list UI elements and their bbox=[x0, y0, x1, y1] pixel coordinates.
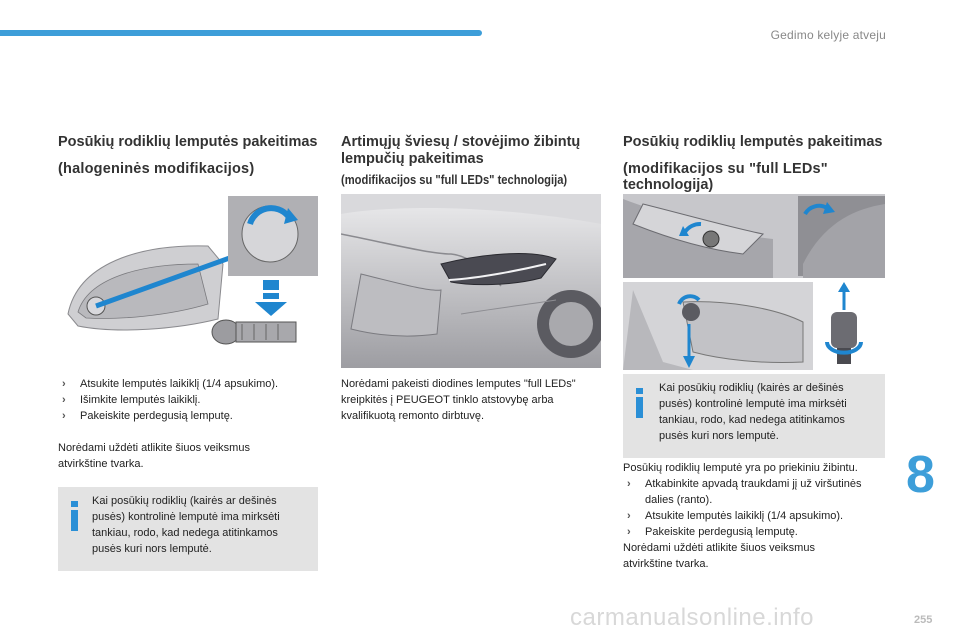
subheading-fullled-line2: technologija) bbox=[623, 177, 714, 194]
column-halogen bbox=[58, 134, 323, 177]
halogen-reassembly-text: Norėdami uždėti atlikite šiuos veiksmus atvirkštine tvarka. bbox=[58, 442, 250, 470]
led-bulb-illustration bbox=[623, 282, 885, 370]
chapter-number: 8 bbox=[906, 446, 935, 504]
list-item: › Atsukite lemputės laikiklį (1/4 apsukimo). bbox=[623, 508, 888, 524]
info-icon bbox=[635, 388, 645, 418]
led-trim-image bbox=[623, 194, 885, 278]
header-accent-bar bbox=[0, 30, 482, 36]
subheading-fullled-line1: (modifikacijos su "full LEDs" bbox=[623, 160, 828, 177]
halogen-headlamp-illustration bbox=[58, 194, 318, 354]
fullled-reassembly-text: Norėdami uždėti atlikite šiuos veiksmus atvirkštine tvarka. bbox=[623, 542, 815, 570]
halogen-headlamp-image bbox=[58, 194, 318, 354]
list-item: › Atsukite lemputės laikiklį (1/4 apsukimo). bbox=[58, 376, 323, 392]
led-bulb-image bbox=[623, 282, 885, 370]
halogen-steps-list bbox=[58, 376, 323, 424]
led-trim-illustration bbox=[623, 194, 885, 278]
car-front-image bbox=[341, 194, 601, 368]
heading-lowbeam-line1: Artimųjų šviesų / stovėjimo žibintų bbox=[341, 134, 581, 150]
list-item: › Išimkite lemputės laikiklį. bbox=[58, 392, 323, 408]
heading-halogen: Posūkių rodiklių lemputės pakeitimas bbox=[58, 134, 318, 150]
list-item: › Pakeiskite perdegusią lemputę. bbox=[623, 524, 888, 540]
subheading-halogen: (halogeninės modifikacijos) bbox=[58, 160, 255, 177]
fullled-intro-text: Posūkių rodiklių lemputė yra po priekiniu žibintu. bbox=[623, 462, 858, 474]
fullled-steps-list bbox=[623, 476, 888, 540]
car-front-illustration bbox=[341, 194, 601, 368]
column-lowbeam bbox=[341, 134, 611, 188]
page-number: 255 bbox=[914, 614, 933, 626]
list-item: › Pakeiskite perdegusią lemputę. bbox=[58, 408, 323, 424]
section-title: Gedimo kelyje atveju bbox=[770, 28, 886, 42]
fullled-instructions bbox=[623, 460, 888, 572]
watermark: carmanualsonline.info bbox=[570, 604, 814, 631]
info-box-halogen bbox=[58, 487, 318, 571]
info-icon bbox=[70, 501, 80, 531]
column-fullled bbox=[623, 134, 893, 194]
heading-lowbeam-line2: lempučių pakeitimas bbox=[341, 150, 484, 167]
lowbeam-text: Norėdami pakeisti diodines lemputes "full LEDs" kreipkitės į PEUGEOT tinklo atstovybę arba kvalifikuotą remonto dirbtuvę. bbox=[341, 378, 576, 422]
heading-fullled: Posūkių rodiklių lemputės pakeitimas bbox=[623, 134, 883, 150]
info-text: Kai posūkių rodiklių (kairės ar dešinės pusės) kontrolinė lemputė ima mirksėti tankiau, rodo, kad nedega atitinkamos pusės kuri nors lemputė. bbox=[92, 495, 280, 555]
subheading-lowbeam: (modifikacijos su "full LEDs" technologija) bbox=[341, 172, 568, 188]
info-text: Kai posūkių rodiklių (kairės ar dešinės pusės) kontrolinė lemputė ima mirksėti tankiau, rodo, kad nedega atitinkamos pusės kuri nors lemputė. bbox=[659, 382, 847, 442]
list-item: › Atkabinkite apvadą traukdami jį už viršutinės dalies (ranto). bbox=[623, 476, 888, 508]
info-box-fullled bbox=[623, 374, 885, 458]
